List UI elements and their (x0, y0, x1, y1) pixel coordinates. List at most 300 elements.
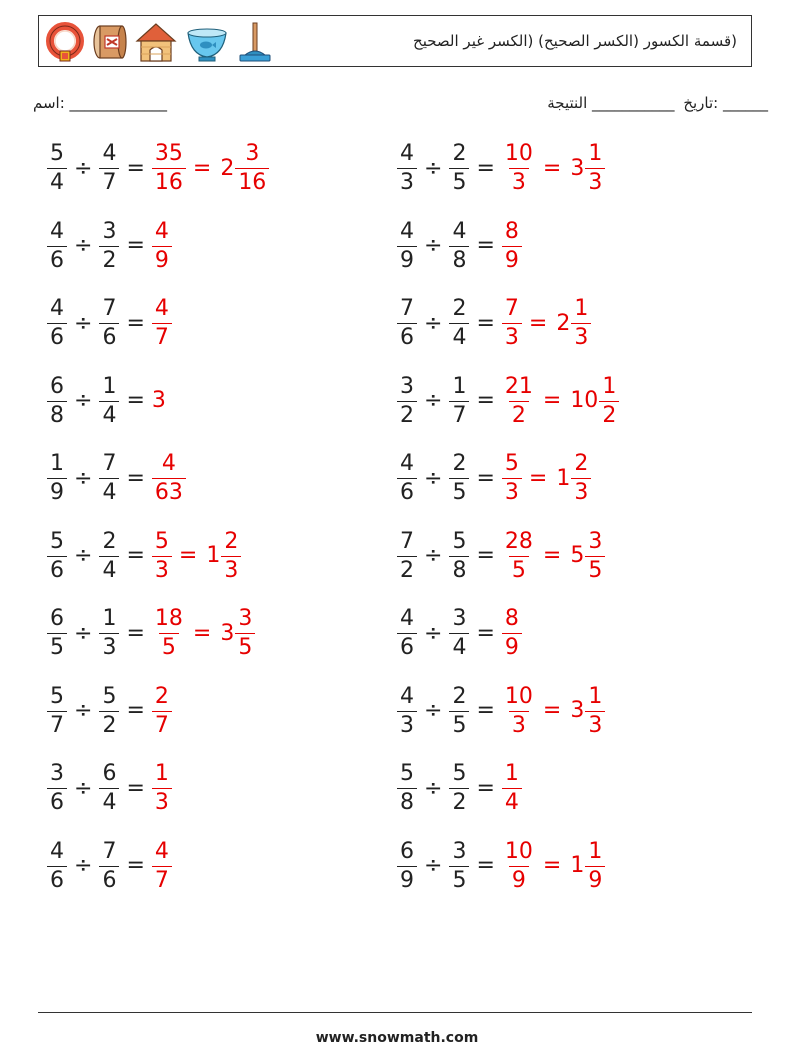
dividend-fraction (47, 838, 67, 893)
mixed-whole-part: 5 (570, 543, 585, 568)
answer-fraction-numerator: 5 (154, 528, 169, 554)
mixed-fraction-part-denominator: 3 (221, 556, 241, 582)
mixed-whole-part: 3 (220, 620, 235, 646)
divisor-fraction (99, 528, 119, 583)
division-problem (47, 608, 255, 659)
divisor-fraction-denominator: 4 (99, 788, 119, 814)
dividend-fraction (397, 453, 417, 504)
mixed-fraction-part-numerator: 1 (574, 296, 589, 321)
equals-sign: = (476, 310, 495, 336)
dividend-fraction-numerator: 3 (400, 373, 414, 399)
dividend-fraction-numerator: 4 (400, 218, 414, 244)
dividend-fraction-numerator: 4 (50, 218, 64, 244)
answer-fraction (502, 373, 536, 428)
division-problem (47, 143, 269, 194)
dividend-fraction-denominator: 6 (47, 556, 67, 582)
footer-url: www.snowmath.com (315, 1030, 479, 1046)
dividend-fraction-denominator: 8 (47, 401, 67, 427)
name-label: _____________ :اسم (33, 94, 168, 112)
divisor-fraction (449, 143, 469, 194)
divisor-fraction (99, 298, 119, 349)
answer-fraction (152, 683, 172, 738)
divide-sign: ÷ (424, 233, 443, 258)
divisor-fraction-denominator: 6 (99, 866, 119, 892)
mixed-fraction-part (585, 838, 605, 893)
divisor-fraction-denominator: 6 (99, 323, 119, 349)
divisor-fraction (449, 528, 469, 583)
mixed-equals-sign: = (192, 155, 212, 181)
answer-fraction (152, 608, 186, 659)
answer-fraction-denominator: 3 (152, 556, 172, 582)
mixed-whole-part: 1 (570, 853, 585, 878)
dividend-fraction-denominator: 9 (47, 478, 67, 504)
answer-fraction-numerator: 10 (504, 141, 533, 166)
divide-sign: ÷ (424, 698, 443, 723)
answer-fraction-denominator: 7 (152, 866, 172, 892)
division-problem (397, 373, 619, 428)
dividend-fraction-numerator: 4 (400, 606, 414, 631)
answer-fraction (502, 683, 536, 738)
divisor-fraction-numerator: 3 (452, 606, 467, 631)
equals-sign: = (126, 155, 145, 181)
dividend-fraction (47, 298, 67, 349)
answer-fraction-numerator: 4 (154, 218, 169, 244)
divisor-fraction (99, 763, 119, 814)
divide-sign: ÷ (424, 620, 443, 646)
divisor-fraction-denominator: 4 (449, 323, 469, 349)
division-problem (397, 608, 522, 659)
mixed-fraction-part-numerator: 2 (574, 451, 589, 476)
divisor-fraction (449, 608, 469, 659)
answer-fraction-numerator: 2 (154, 683, 169, 709)
date-label: ______ :تاريخ (683, 94, 768, 112)
division-problem (397, 838, 605, 893)
score-label: ___________ النتيجة (547, 94, 675, 112)
dividend-fraction-denominator: 9 (397, 866, 417, 892)
mixed-fraction-part-denominator: 3 (571, 478, 591, 504)
answer-fraction-numerator: 4 (154, 296, 169, 321)
equals-sign: = (126, 775, 145, 801)
dividend-fraction (47, 453, 67, 504)
answer-fraction-denominator: 5 (159, 633, 179, 659)
mixed-fraction-part (585, 143, 605, 194)
mixed-fraction-part-numerator: 1 (602, 373, 617, 399)
mixed-fraction-part (235, 143, 269, 194)
divide-sign: ÷ (424, 853, 443, 878)
divide-sign: ÷ (424, 775, 443, 801)
divide-sign: ÷ (74, 465, 93, 491)
answer-fraction-numerator: 7 (504, 296, 519, 321)
swim-ring-icon (45, 21, 85, 63)
mixed-fraction-part-denominator: 16 (235, 168, 269, 194)
dividend-fraction-denominator: 6 (47, 788, 67, 814)
divide-sign: ÷ (424, 543, 443, 568)
mixed-fraction-part-denominator: 3 (585, 711, 605, 737)
division-problem (47, 373, 166, 428)
divisor-fraction (449, 218, 469, 273)
equals-sign: = (476, 698, 495, 723)
division-problem (47, 763, 172, 814)
answer-fraction (152, 763, 172, 814)
equals-sign: = (126, 853, 145, 878)
answer-fraction (152, 218, 172, 273)
dividend-fraction-numerator: 3 (50, 761, 64, 786)
divisor-fraction (449, 298, 469, 349)
divisor-fraction-numerator: 2 (452, 683, 467, 709)
dividend-fraction-numerator: 5 (400, 761, 414, 786)
equals-sign: = (476, 388, 495, 413)
divisor-fraction (99, 143, 119, 194)
dividend-fraction-numerator: 6 (50, 373, 64, 399)
dividend-fraction-numerator: 4 (50, 838, 64, 864)
equals-sign: = (126, 543, 145, 568)
mixed-fraction-part (585, 683, 605, 738)
answer-fraction-denominator: 2 (509, 401, 529, 427)
dividend-fraction (397, 608, 417, 659)
mixed-fraction-part-numerator: 3 (238, 606, 253, 631)
divisor-fraction-denominator: 4 (99, 478, 119, 504)
name-line (33, 94, 167, 112)
mixed-equals-sign: = (542, 155, 562, 181)
mixed-fraction-part-denominator: 3 (585, 168, 605, 194)
mixed-whole-part: 2 (220, 155, 235, 181)
answer-fraction (502, 143, 536, 194)
dividend-fraction-numerator: 4 (50, 296, 64, 321)
worksheet-header (38, 15, 752, 67)
division-problem (47, 838, 172, 893)
dividend-fraction (397, 143, 417, 194)
equals-sign: = (476, 233, 495, 258)
division-problem (47, 298, 172, 349)
answer-fraction (502, 298, 522, 349)
answer-fraction-numerator: 5 (504, 451, 519, 476)
divisor-fraction-denominator: 7 (449, 401, 469, 427)
answer-fraction-numerator: 1 (504, 761, 519, 786)
dividend-fraction-numerator: 6 (50, 606, 64, 631)
divisor-fraction (99, 218, 119, 273)
divide-sign: ÷ (74, 155, 93, 181)
answer-fraction (502, 763, 522, 814)
equals-sign: = (476, 465, 495, 491)
answer-fraction-denominator: 9 (152, 246, 172, 272)
fish-bowl-icon (185, 21, 229, 63)
dividend-fraction (397, 373, 417, 428)
divisor-fraction-numerator: 3 (102, 218, 117, 244)
equals-sign: = (126, 465, 145, 491)
division-problem (397, 143, 605, 194)
dividend-fraction-denominator: 3 (397, 168, 417, 194)
answer-fraction-denominator: 4 (502, 788, 522, 814)
divisor-fraction-denominator: 5 (449, 866, 469, 892)
answer-fraction-numerator: 1 (154, 761, 169, 786)
mixed-fraction-part-denominator: 9 (585, 866, 605, 892)
mixed-whole-part: 3 (570, 698, 585, 723)
division-problem (47, 528, 241, 583)
dividend-fraction (397, 838, 417, 893)
dividend-fraction-denominator: 6 (397, 633, 417, 659)
dividend-fraction-denominator: 6 (47, 323, 67, 349)
mixed-fraction-part-denominator: 5 (585, 556, 605, 582)
equals-sign: = (476, 620, 495, 646)
plunger-icon (237, 21, 273, 63)
mixed-whole-part: 2 (556, 310, 571, 336)
dividend-fraction-denominator: 2 (397, 556, 417, 582)
answer-fraction-numerator: 4 (154, 838, 169, 864)
dividend-fraction-denominator: 2 (397, 401, 417, 427)
answer-fraction-numerator: 28 (504, 528, 533, 554)
dividend-fraction-denominator: 4 (47, 168, 67, 194)
divisor-fraction-numerator: 2 (452, 451, 467, 476)
mixed-fraction-part-denominator: 5 (235, 633, 255, 659)
divisor-fraction (449, 763, 469, 814)
answer-fraction-denominator: 3 (509, 168, 529, 194)
answer-fraction (502, 608, 522, 659)
mixed-fraction-part (599, 373, 619, 428)
answer-fraction-numerator: 10 (504, 838, 533, 864)
answer-fraction-denominator: 3 (502, 478, 522, 504)
mixed-fraction-part-denominator: 2 (599, 401, 619, 427)
division-problem (397, 298, 591, 349)
divisor-fraction-denominator: 2 (99, 711, 119, 737)
answer-fraction-denominator: 3 (509, 711, 529, 737)
worksheet-title: (قسمة الكسور (الكسر الصحيح) (الكسر غير الصحيح (413, 32, 737, 50)
dividend-fraction-denominator: 9 (397, 246, 417, 272)
dividend-fraction-denominator: 3 (397, 711, 417, 737)
mixed-fraction-part-numerator: 3 (245, 141, 260, 166)
dividend-fraction (47, 143, 67, 194)
answer-fraction-denominator: 5 (509, 556, 529, 582)
division-problem (47, 683, 172, 738)
equals-sign: = (476, 155, 495, 181)
dividend-fraction (397, 763, 417, 814)
answer-fraction (152, 528, 172, 583)
answer-fraction-denominator: 7 (152, 323, 172, 349)
divisor-fraction-denominator: 5 (449, 478, 469, 504)
dividend-fraction-numerator: 7 (400, 296, 414, 321)
division-problem (397, 218, 522, 273)
equals-sign: = (126, 388, 145, 413)
dividend-fraction (47, 218, 67, 273)
dividend-fraction (47, 373, 67, 428)
answer-fraction-numerator: 10 (504, 683, 533, 709)
divisor-fraction-numerator: 2 (102, 528, 117, 554)
mixed-fraction-part (221, 528, 241, 583)
answer-fraction-denominator: 9 (502, 246, 522, 272)
dividend-fraction-numerator: 4 (400, 451, 414, 476)
divisor-fraction (449, 838, 469, 893)
dividend-fraction-denominator: 5 (47, 633, 67, 659)
answer-fraction-numerator: 4 (161, 451, 176, 476)
division-problem (397, 763, 522, 814)
divisor-fraction-denominator: 4 (449, 633, 469, 659)
dividend-fraction (47, 763, 67, 814)
divisor-fraction (99, 608, 119, 659)
divisor-fraction (449, 453, 469, 504)
answer-fraction-denominator: 7 (152, 711, 172, 737)
divide-sign: ÷ (74, 853, 93, 878)
divisor-fraction-numerator: 7 (102, 838, 117, 864)
dividend-fraction-denominator: 6 (397, 478, 417, 504)
divisor-fraction-numerator: 5 (452, 528, 467, 554)
answer-fraction-numerator: 21 (504, 373, 533, 399)
divisor-fraction (99, 373, 119, 428)
divide-sign: ÷ (74, 698, 93, 723)
divisor-fraction-denominator: 4 (99, 401, 119, 427)
mixed-fraction-part-denominator: 3 (571, 323, 591, 349)
divisor-fraction-denominator: 5 (449, 711, 469, 737)
division-problem (397, 528, 605, 583)
answer-fraction-denominator: 3 (152, 788, 172, 814)
divisor-fraction (449, 373, 469, 428)
answer-fraction (152, 453, 186, 504)
divide-sign: ÷ (74, 233, 93, 258)
answer-fraction-numerator: 8 (504, 606, 519, 631)
divisor-fraction-denominator: 7 (99, 168, 119, 194)
dividend-fraction (47, 528, 67, 583)
dividend-fraction-numerator: 5 (50, 141, 64, 166)
mixed-fraction-part (585, 528, 605, 583)
answer-fraction (502, 528, 536, 583)
divisor-fraction-numerator: 2 (452, 296, 467, 321)
divisor-fraction-denominator: 4 (99, 556, 119, 582)
mixed-equals-sign: = (192, 620, 212, 646)
divisor-fraction-numerator: 1 (102, 606, 117, 631)
dividend-fraction-numerator: 4 (400, 683, 414, 709)
divisor-fraction-numerator: 4 (452, 218, 467, 244)
divisor-fraction-numerator: 7 (102, 296, 117, 321)
dividend-fraction (397, 298, 417, 349)
dividend-fraction-numerator: 5 (50, 528, 64, 554)
dividend-fraction-denominator: 6 (47, 246, 67, 272)
division-problem (47, 218, 172, 273)
answer-fraction (152, 143, 186, 194)
divisor-fraction-denominator: 2 (449, 788, 469, 814)
mixed-whole-part: 10 (570, 388, 599, 413)
divisor-fraction-numerator: 4 (102, 141, 117, 166)
divisor-fraction-denominator: 3 (99, 633, 119, 659)
equals-sign: = (476, 775, 495, 801)
answer-fraction (152, 838, 172, 893)
divisor-fraction-denominator: 8 (449, 556, 469, 582)
equals-sign: = (126, 310, 145, 336)
mixed-whole-part: 1 (556, 465, 571, 491)
answer-whole: 3 (151, 388, 166, 413)
dividend-fraction-denominator: 6 (47, 866, 67, 892)
dividend-fraction (47, 683, 67, 738)
mixed-fraction-part-numerator: 1 (588, 838, 603, 864)
answer-fraction (152, 298, 172, 349)
mixed-fraction-part-numerator: 2 (224, 528, 239, 554)
mixed-fraction-part-numerator: 1 (588, 141, 603, 166)
answer-fraction-denominator: 9 (502, 633, 522, 659)
divisor-fraction-numerator: 5 (452, 761, 467, 786)
divisor-fraction-numerator: 3 (452, 838, 467, 864)
dividend-fraction-denominator: 6 (397, 323, 417, 349)
mixed-fraction-part (571, 298, 591, 349)
divisor-fraction (99, 838, 119, 893)
divide-sign: ÷ (424, 388, 443, 413)
divisor-fraction-numerator: 1 (452, 373, 467, 399)
divisor-fraction-denominator: 2 (99, 246, 119, 272)
equals-sign: = (126, 698, 145, 723)
divisor-fraction-denominator: 8 (449, 246, 469, 272)
dog-house-icon (135, 21, 177, 63)
divide-sign: ÷ (424, 310, 443, 336)
mixed-fraction-part (235, 608, 255, 659)
header-icons (45, 21, 273, 63)
answer-fraction-numerator: 18 (154, 606, 183, 631)
dividend-fraction-numerator: 6 (400, 838, 414, 864)
dividend-fraction (397, 528, 417, 583)
equals-sign: = (476, 543, 495, 568)
divisor-fraction (99, 683, 119, 738)
mixed-equals-sign: = (542, 698, 562, 723)
mixed-fraction-part (571, 453, 591, 504)
footer-divider (38, 1012, 752, 1013)
answer-fraction-denominator: 63 (152, 478, 186, 504)
divisor-fraction (449, 683, 469, 738)
division-problem (47, 453, 186, 504)
mixed-equals-sign: = (542, 388, 562, 413)
mixed-whole-part: 3 (570, 155, 585, 181)
divisor-fraction-numerator: 7 (102, 451, 117, 476)
mixed-equals-sign: = (542, 853, 562, 878)
division-problem (397, 453, 591, 504)
dividend-fraction (397, 683, 417, 738)
divide-sign: ÷ (74, 775, 93, 801)
mixed-equals-sign: = (178, 543, 198, 568)
division-problem (397, 683, 605, 738)
dividend-fraction-numerator: 7 (400, 528, 414, 554)
answer-fraction (502, 838, 536, 893)
answer-fraction-denominator: 3 (502, 323, 522, 349)
mixed-equals-sign: = (528, 465, 548, 491)
equals-sign: = (126, 620, 145, 646)
dividend-fraction (47, 608, 67, 659)
dividend-fraction (397, 218, 417, 273)
divide-sign: ÷ (74, 388, 93, 413)
divisor-fraction-numerator: 2 (452, 141, 467, 166)
divisor-fraction-denominator: 5 (449, 168, 469, 194)
dividend-fraction-denominator: 8 (397, 788, 417, 814)
dividend-fraction-denominator: 7 (47, 711, 67, 737)
divide-sign: ÷ (424, 155, 443, 181)
divide-sign: ÷ (74, 310, 93, 336)
dividend-fraction-numerator: 5 (50, 683, 64, 709)
divisor-fraction-numerator: 6 (102, 761, 117, 786)
answer-fraction (502, 453, 522, 504)
divide-sign: ÷ (424, 465, 443, 491)
date-score-line (547, 94, 768, 112)
answer-fraction (502, 218, 522, 273)
answer-fraction-denominator: 9 (509, 866, 529, 892)
equals-sign: = (126, 233, 145, 258)
dividend-fraction-numerator: 1 (50, 451, 64, 476)
divisor-fraction (99, 453, 119, 504)
divisor-fraction-numerator: 5 (102, 683, 117, 709)
answer-fraction-denominator: 16 (152, 168, 186, 194)
divide-sign: ÷ (74, 620, 93, 646)
mixed-fraction-part-numerator: 3 (588, 528, 603, 554)
answer-fraction-numerator: 8 (504, 218, 519, 244)
divisor-fraction-numerator: 1 (102, 373, 117, 399)
equals-sign: = (476, 853, 495, 878)
divide-sign: ÷ (74, 543, 93, 568)
mixed-equals-sign: = (542, 543, 562, 568)
mixed-fraction-part-numerator: 1 (588, 683, 603, 709)
answer-fraction-numerator: 35 (154, 141, 183, 166)
dividend-fraction-numerator: 4 (400, 141, 414, 166)
